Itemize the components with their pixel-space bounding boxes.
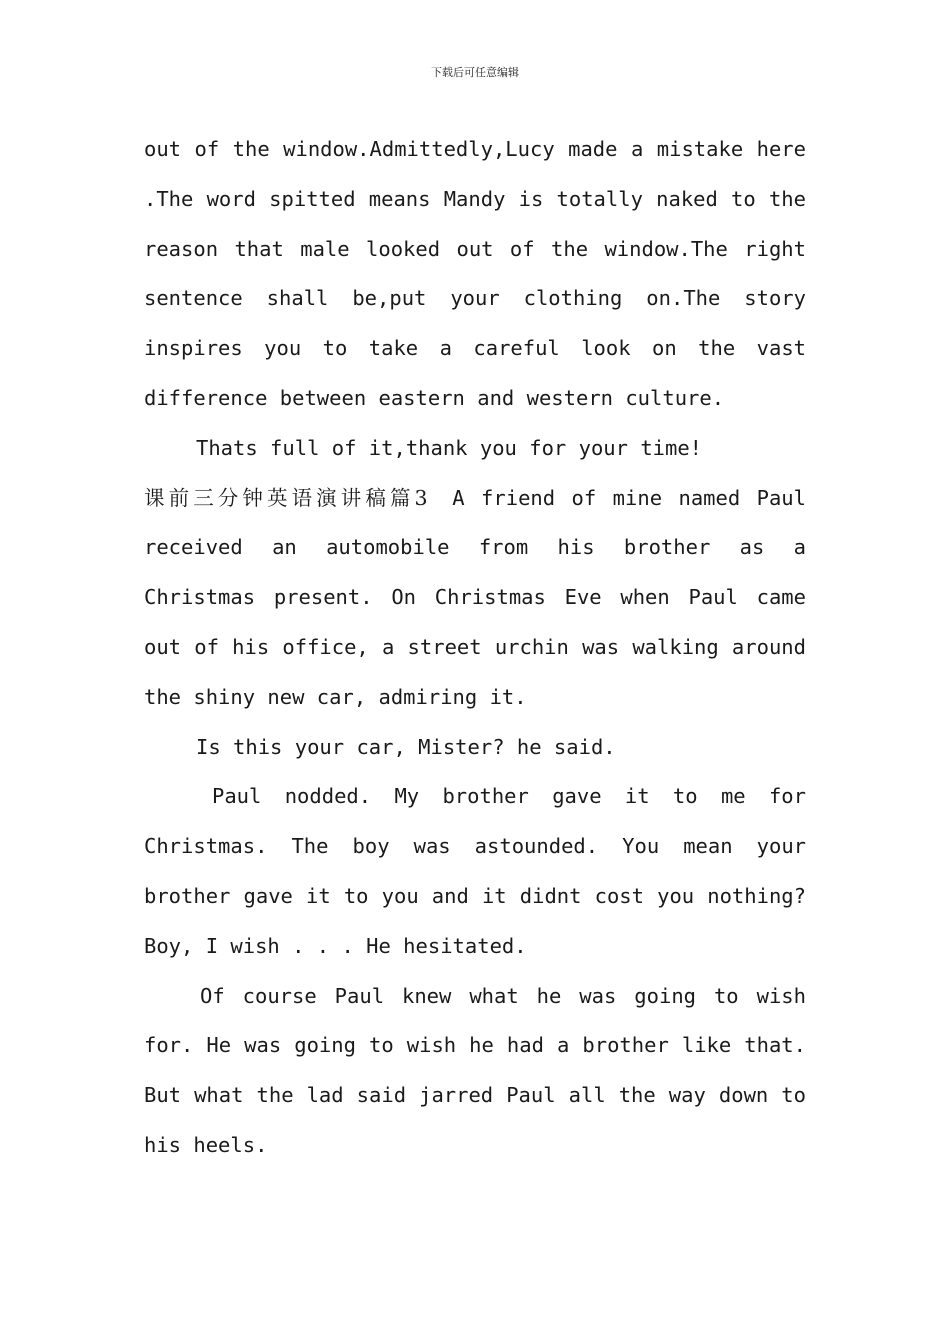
paragraph-6: Of course Paul knew what he was going to wish for. He was going to wish he had a brother like that. But what the lad said jarred Paul all the way down to his heels.: [144, 983, 806, 1157]
section-paragraph: [144, 474, 806, 723]
section-gap: [428, 486, 453, 510]
paragraph-3: A friend of mine named Paul received an automobile from his brother as a Christmas present. On Christmas Eve when Paul came out of his office, a street urchin was walking around the shiny new car, admiring it.: [144, 485, 806, 709]
page-header: 下载后可任意编辑: [431, 66, 519, 79]
paragraph-1: out of the window.Admittedly,Lucy made a mistake here .The word spitted means Mandy is totally naked to the reason that male looked out of the window.The right sentence shall be,put your clothing on.The story inspires you to take a careful look on the vast difference between eastern and western culture.: [144, 137, 806, 410]
paragraph-4: Is this your car, Mister? he said.: [196, 734, 616, 759]
paragraph-2: Thats full of it,thank you for your time!: [196, 435, 703, 460]
section-heading: 课前三分钟英语演讲稿篇3: [144, 485, 428, 510]
document-body: [144, 125, 806, 1171]
paragraph-5: Paul nodded. My brother gave it to me for Christmas. The boy was astounded. You mean your brother gave it to you and it didnt cost you nothing? Boy, I wish . . . He hesitated.: [144, 784, 806, 958]
